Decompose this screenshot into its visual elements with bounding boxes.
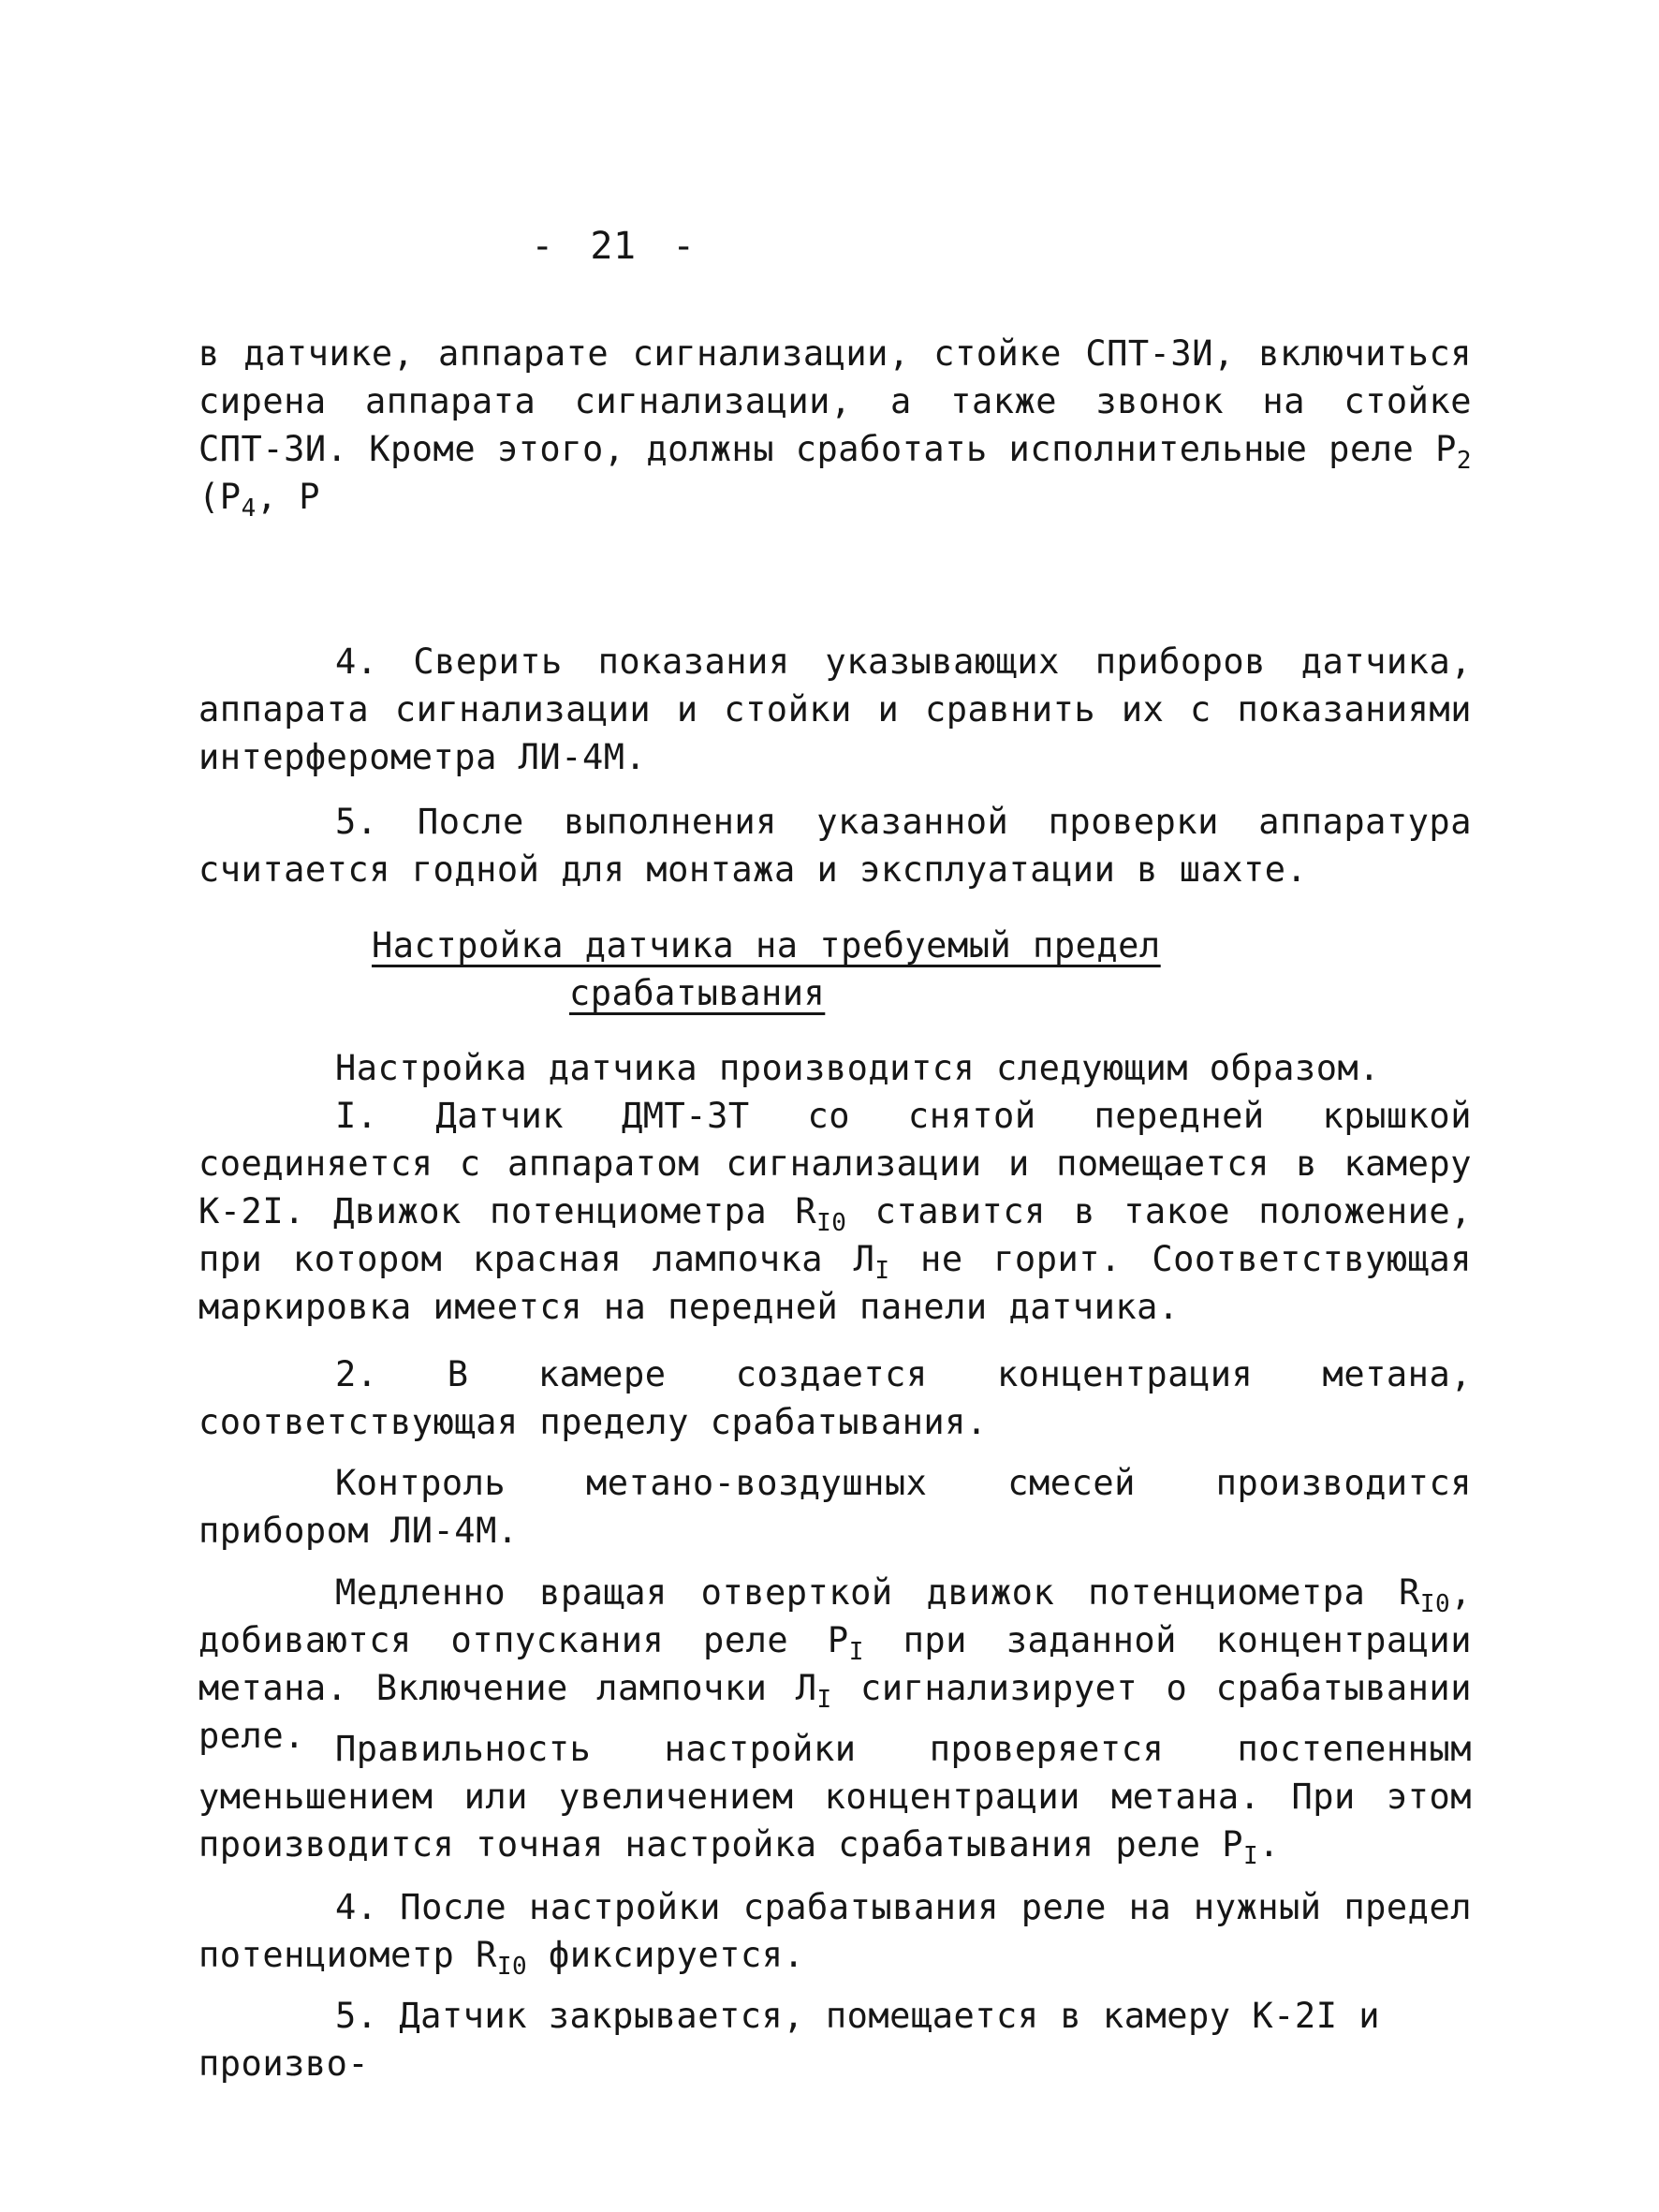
heading-line-2: срабатывания (569, 973, 826, 1013)
paragraph-verification: Правильность настройки проверяется постепенным уменьшением или увеличением концентрации метана. При этом производится точная настройка срабатывания реле $Р_I$. (198, 1729, 1472, 1870)
paragraph-step-4-fix: 4. После настройки срабатывания реле на нужный предел потенциометр $R_{I0}$ фиксируется. (198, 1887, 1472, 1981)
paragraph-step-4-compare: 4. Сверить показания указывающих приборов датчика, аппарата сигнализации и стойки и сравнить их с показаниями интерферометра ЛИ-4М. (198, 641, 1472, 777)
paragraph-control: Контроль метано-воздушных смесей производится прибором ЛИ-4М. (198, 1463, 1472, 1551)
heading-line-1: Настройка датчика на требуемый предел (372, 925, 1161, 966)
paragraph-step-2-concentration: 2. В камере создается концентрация метана, соответствующая пределу срабатывания. (198, 1354, 1472, 1442)
paragraph-intro: Настройка датчика производится следующим образом. (335, 1048, 1381, 1088)
paragraph-step-5-ready: 5. После выполнения указанной проверки аппаратура считается годной для монтажа и эксплуатации в шахте. (198, 802, 1472, 890)
paragraph-alarm-check: в датчике, аппарате сигнализации, стойке СПТ-3И, включиться сирена аппарата сигнализации, а также звонок на стойке СПТ-3И. Кроме этого, должны сработать исполнительные реле $Р_2$ ($Р_4$, Р (198, 333, 1472, 523)
paragraph-adjust: Медленно вращая отверткой движок потенциометра $R_{I0}$, добиваются отпускания реле $Р_I$ при заданной концентрации метана. Включение лампочки $Л_I$ сигнализирует о срабатывании реле. (198, 1572, 1472, 1756)
paragraph-step-1-setup: I. Датчик ДМТ-3Т со снятой передней крышкой соединяется с аппаратом сигнализации и помещается в камеру К-2I. Движок потенциометра $R_{I0}$ ставится в такое положение, при котором красная лампочка $Л_I$ не горит. Соответствующая маркировка имеется на передней панели датчика. (198, 1096, 1472, 1327)
paragraph-step-5-close: 5. Датчик закрывается, помещается в камеру К-2I и произво- (198, 1996, 1381, 2084)
page-number: - 21 - (531, 225, 696, 268)
